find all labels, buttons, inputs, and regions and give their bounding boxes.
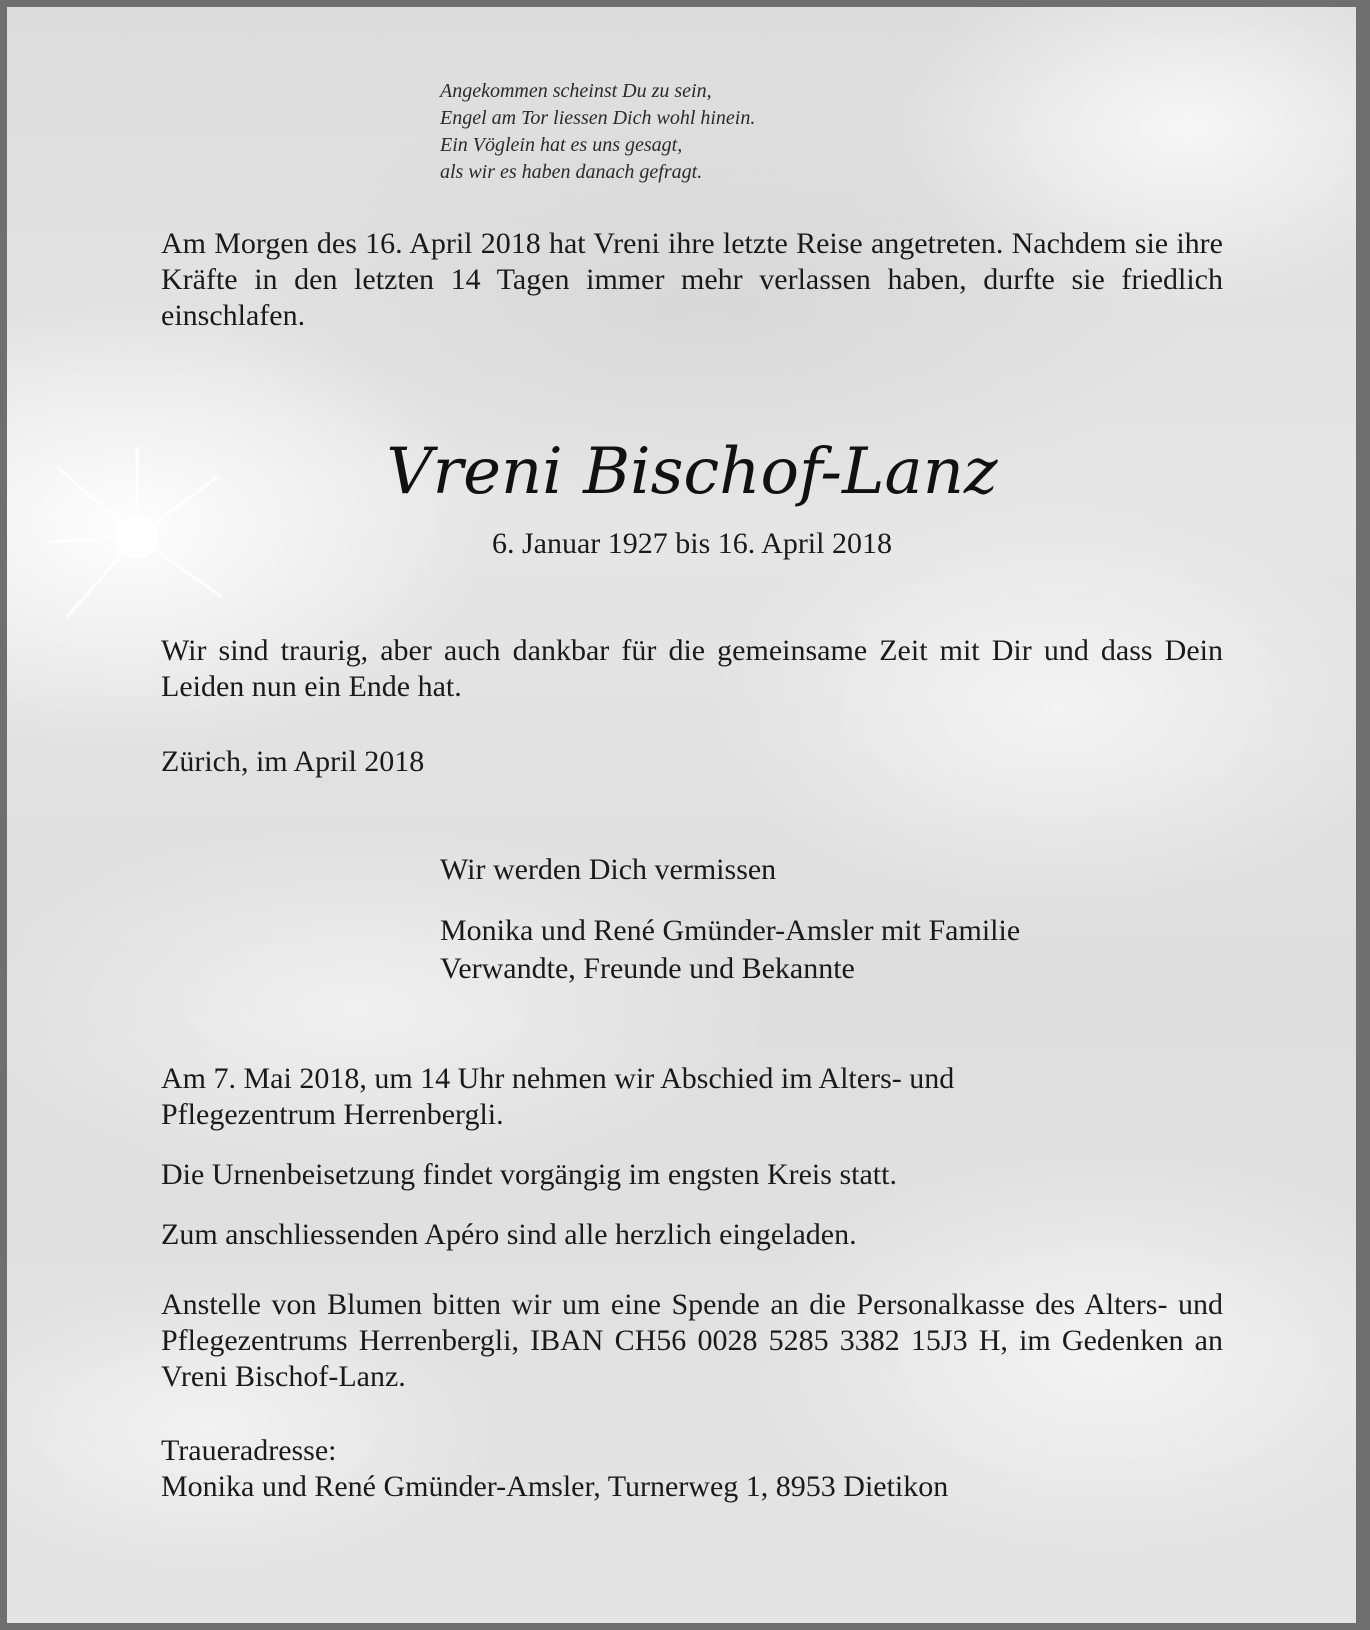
- sorrow-paragraph: Wir sind traurig, aber auch dankbar für die gemeinsame Zeit mit Dir und dass Dein Leiden nun ein Ende hat.: [161, 634, 1223, 703]
- poem-line: Ein Vöglein hat es uns gesagt,: [440, 134, 683, 156]
- miss-text: Wir werden Dich vermissen: [440, 853, 777, 886]
- apero-text: Zum anschliessenden Apéro sind alle herzlich eingeladen.: [161, 1218, 857, 1251]
- relatives-line: Verwandte, Freunde und Bekannte: [440, 952, 855, 985]
- urn-burial-text: Die Urnenbeisetzung findet vorgängig im engsten Kreis statt.: [161, 1158, 897, 1191]
- address-value: Monika und René Gmünder-Amsler, Turnerweg 1, 8953 Dietikon: [161, 1470, 949, 1503]
- poem-line: Angekommen scheinst Du zu sein,: [440, 80, 712, 102]
- address-label: Traueradresse:: [161, 1434, 337, 1467]
- ceremony-line: Pflegezentrum Herrenbergli.: [161, 1098, 504, 1131]
- ceremony-line: Am 7. Mai 2018, um 14 Uhr nehmen wir Abschied im Alters- und: [161, 1062, 955, 1095]
- deceased-name: [307, 415, 1077, 525]
- obituary-page: [7, 7, 1356, 1623]
- intro-paragraph: Am Morgen des 16. April 2018 hat Vreni ihre letzte Reise angetreten. Nachdem sie ihre Kräfte in den letzten 14 Tagen immer mehr verlassen haben, durfte sie friedlich einschlafen.: [161, 227, 1223, 332]
- family-line: Monika und René Gmünder-Amsler mit Familie: [440, 914, 1021, 947]
- donation-paragraph: Anstelle von Blumen bitten wir um eine Spende an die Personalkasse des Alters- und Pflegezentrums Herrenbergli, IBAN CH56 0028 5285 3382 15J3 H, im Gedenken an Vreni Bischof-Lanz.: [161, 1288, 1223, 1393]
- life-dates: 6. Januar 1927 bis 16. April 2018: [492, 527, 892, 560]
- deceased-name-text: Vreni Bischof-Lanz: [386, 435, 998, 509]
- poem-line: Engel am Tor liessen Dich wohl hinein.: [440, 107, 756, 129]
- place-date: Zürich, im April 2018: [161, 745, 425, 778]
- poem: [440, 78, 755, 186]
- poem-line: als wir es haben danach gefragt.: [440, 161, 703, 183]
